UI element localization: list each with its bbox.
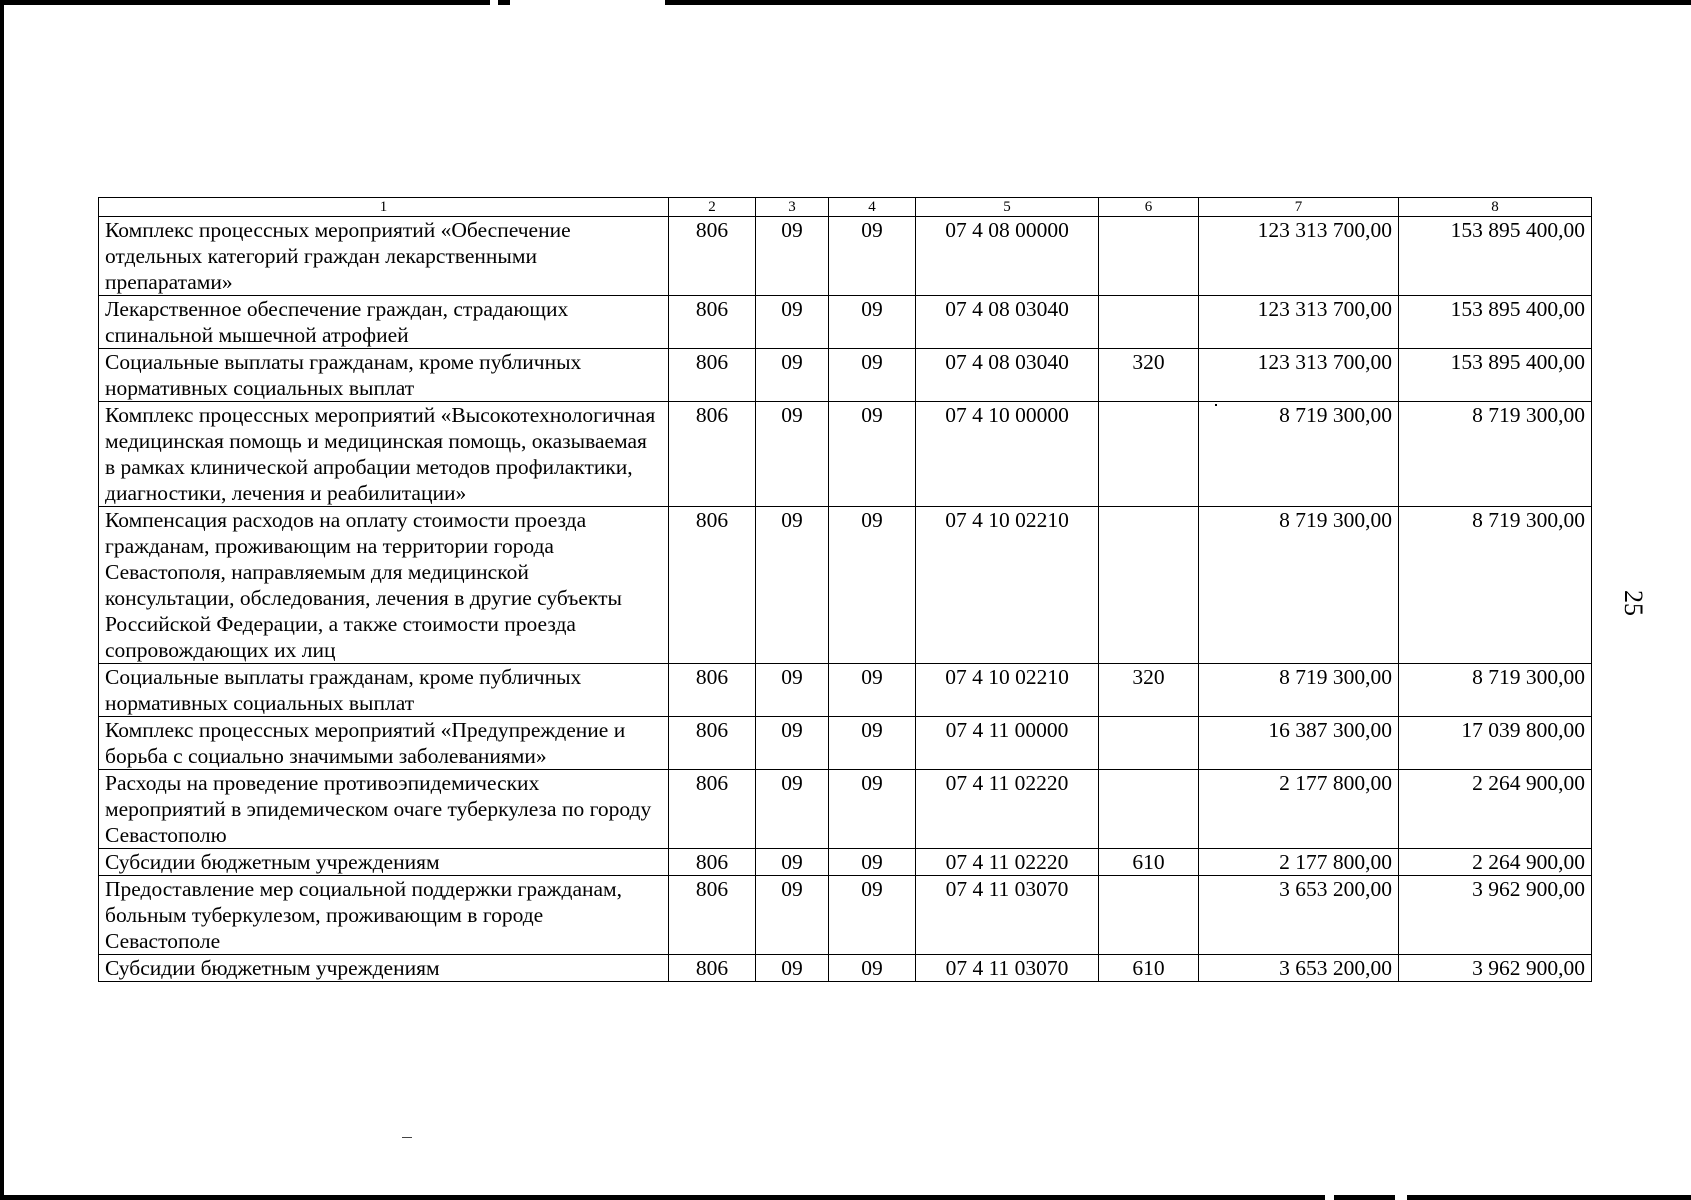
code-rz: 09 bbox=[756, 664, 829, 717]
code-csr: 07 4 08 03040 bbox=[916, 349, 1099, 402]
code-vr: 320 bbox=[1099, 349, 1199, 402]
column-header: 5 bbox=[916, 198, 1099, 217]
code-gr: 806 bbox=[669, 717, 756, 770]
code-gr: 806 bbox=[669, 876, 756, 955]
code-csr: 07 4 10 02210 bbox=[916, 507, 1099, 664]
code-rz: 09 bbox=[756, 849, 829, 876]
amount-year-2: 153 895 400,00 bbox=[1399, 349, 1592, 402]
code-rz: 09 bbox=[756, 507, 829, 664]
table-row bbox=[99, 664, 1592, 717]
code-vr: 610 bbox=[1099, 955, 1199, 982]
page-number: 25 bbox=[1619, 590, 1648, 616]
border-gap bbox=[510, 0, 665, 5]
code-rz: 09 bbox=[756, 717, 829, 770]
row-description: Социальные выплаты гражданам, кроме публичных нормативных социальных выплат bbox=[99, 664, 669, 717]
code-rz: 09 bbox=[756, 876, 829, 955]
border-gap bbox=[1325, 1195, 1334, 1200]
row-description: Субсидии бюджетным учреждениям bbox=[99, 955, 669, 982]
row-description: Предоставление мер социальной поддержки гражданам, больным туберкулезом, проживающим в городе Севастополе bbox=[99, 876, 669, 955]
amount-year-1: 16 387 300,00 bbox=[1199, 717, 1399, 770]
column-header: 4 bbox=[829, 198, 916, 217]
row-description: Комплекс процессных мероприятий «Высокотехнологичная медицинская помощь и медицинская помощь, оказываемая в рамках клинической апробации методов профилактики, диагностики, лечения и реабилитации» bbox=[99, 402, 669, 507]
amount-year-1: 2 177 800,00 bbox=[1199, 770, 1399, 849]
code-gr: 806 bbox=[669, 296, 756, 349]
column-header: 2 bbox=[669, 198, 756, 217]
amount-year-1: 8 719 300,00 bbox=[1199, 507, 1399, 664]
row-description: Комплекс процессных мероприятий «Обеспечение отдельных категорий граждан лекарственными препаратами» bbox=[99, 217, 669, 296]
row-description: Компенсация расходов на оплату стоимости проезда гражданам, проживающим на территории города Севастополя, направляемым для медицинской консультации, обследования, лечения в другие субъекты Российской Федерации, а также стоимости проезда сопровождающих их лиц bbox=[99, 507, 669, 664]
column-header: 7 bbox=[1199, 198, 1399, 217]
code-pr: 09 bbox=[829, 402, 916, 507]
column-header: 6 bbox=[1099, 198, 1199, 217]
table-header-row bbox=[99, 198, 1592, 217]
amount-year-2: 8 719 300,00 bbox=[1399, 507, 1592, 664]
border-gap bbox=[490, 0, 498, 5]
code-pr: 09 bbox=[829, 770, 916, 849]
code-gr: 806 bbox=[669, 849, 756, 876]
page-border-bottom bbox=[0, 1195, 1691, 1200]
code-vr bbox=[1099, 296, 1199, 349]
amount-year-1: 2 177 800,00 bbox=[1199, 849, 1399, 876]
border-gap bbox=[1395, 1195, 1407, 1200]
amount-year-2: 153 895 400,00 bbox=[1399, 217, 1592, 296]
page-border-left bbox=[0, 0, 4, 1200]
code-gr: 806 bbox=[669, 402, 756, 507]
table-row bbox=[99, 349, 1592, 402]
row-description: Субсидии бюджетным учреждениям bbox=[99, 849, 669, 876]
amount-year-2: 17 039 800,00 bbox=[1399, 717, 1592, 770]
column-header: 3 bbox=[756, 198, 829, 217]
column-header: 8 bbox=[1399, 198, 1592, 217]
amount-year-2: 8 719 300,00 bbox=[1399, 402, 1592, 507]
code-pr: 09 bbox=[829, 664, 916, 717]
code-pr: 09 bbox=[829, 717, 916, 770]
amount-year-1: 3 653 200,00 bbox=[1199, 955, 1399, 982]
scan-artifact bbox=[402, 1137, 412, 1138]
budget-table bbox=[98, 197, 1592, 982]
table-row bbox=[99, 955, 1592, 982]
code-vr bbox=[1099, 876, 1199, 955]
code-pr: 09 bbox=[829, 876, 916, 955]
amount-year-2: 2 264 900,00 bbox=[1399, 849, 1592, 876]
code-vr bbox=[1099, 770, 1199, 849]
row-description: Социальные выплаты гражданам, кроме публичных нормативных социальных выплат bbox=[99, 349, 669, 402]
amount-year-2: 8 719 300,00 bbox=[1399, 664, 1592, 717]
table-body bbox=[99, 198, 1592, 982]
amount-year-1: 8 719 300,00 bbox=[1199, 402, 1399, 507]
row-description: Комплекс процессных мероприятий «Предупреждение и борьба с социально значимыми заболеваниями» bbox=[99, 717, 669, 770]
amount-year-2: 153 895 400,00 bbox=[1399, 296, 1592, 349]
code-rz: 09 bbox=[756, 296, 829, 349]
code-csr: 07 4 11 02220 bbox=[916, 770, 1099, 849]
code-pr: 09 bbox=[829, 296, 916, 349]
table-row bbox=[99, 217, 1592, 296]
code-pr: 09 bbox=[829, 507, 916, 664]
code-vr bbox=[1099, 402, 1199, 507]
code-rz: 09 bbox=[756, 955, 829, 982]
code-gr: 806 bbox=[669, 955, 756, 982]
code-csr: 07 4 11 00000 bbox=[916, 717, 1099, 770]
code-rz: 09 bbox=[756, 402, 829, 507]
table-row bbox=[99, 717, 1592, 770]
code-gr: 806 bbox=[669, 507, 756, 664]
code-pr: 09 bbox=[829, 849, 916, 876]
code-rz: 09 bbox=[756, 770, 829, 849]
table-row bbox=[99, 876, 1592, 955]
code-rz: 09 bbox=[756, 217, 829, 296]
table-row bbox=[99, 402, 1592, 507]
code-csr: 07 4 08 00000 bbox=[916, 217, 1099, 296]
code-gr: 806 bbox=[669, 217, 756, 296]
code-pr: 09 bbox=[829, 217, 916, 296]
code-rz: 09 bbox=[756, 349, 829, 402]
code-csr: 07 4 08 03040 bbox=[916, 296, 1099, 349]
table-row bbox=[99, 849, 1592, 876]
amount-year-2: 3 962 900,00 bbox=[1399, 955, 1592, 982]
code-gr: 806 bbox=[669, 770, 756, 849]
amount-year-1: 123 313 700,00 bbox=[1199, 296, 1399, 349]
code-csr: 07 4 10 02210 bbox=[916, 664, 1099, 717]
page-border-top bbox=[0, 0, 1691, 5]
amount-year-1: 3 653 200,00 bbox=[1199, 876, 1399, 955]
code-vr: 610 bbox=[1099, 849, 1199, 876]
code-vr bbox=[1099, 217, 1199, 296]
code-csr: 07 4 11 03070 bbox=[916, 955, 1099, 982]
row-description: Лекарственное обеспечение граждан, страдающих спинальной мышечной атрофией bbox=[99, 296, 669, 349]
table-row bbox=[99, 770, 1592, 849]
table-row bbox=[99, 296, 1592, 349]
amount-year-1: 123 313 700,00 bbox=[1199, 349, 1399, 402]
amount-year-2: 2 264 900,00 bbox=[1399, 770, 1592, 849]
code-vr: 320 bbox=[1099, 664, 1199, 717]
code-pr: 09 bbox=[829, 955, 916, 982]
code-csr: 07 4 11 03070 bbox=[916, 876, 1099, 955]
row-description: Расходы на проведение противоэпидемических мероприятий в эпидемическом очаге туберкулеза по городу Севастополю bbox=[99, 770, 669, 849]
code-gr: 806 bbox=[669, 349, 756, 402]
code-vr bbox=[1099, 507, 1199, 664]
table-row bbox=[99, 507, 1592, 664]
code-gr: 806 bbox=[669, 664, 756, 717]
scan-artifact bbox=[1215, 404, 1217, 406]
amount-year-1: 8 719 300,00 bbox=[1199, 664, 1399, 717]
column-header: 1 bbox=[99, 198, 669, 217]
code-csr: 07 4 10 00000 bbox=[916, 402, 1099, 507]
code-vr bbox=[1099, 717, 1199, 770]
code-pr: 09 bbox=[829, 349, 916, 402]
code-csr: 07 4 11 02220 bbox=[916, 849, 1099, 876]
amount-year-1: 123 313 700,00 bbox=[1199, 217, 1399, 296]
amount-year-2: 3 962 900,00 bbox=[1399, 876, 1592, 955]
